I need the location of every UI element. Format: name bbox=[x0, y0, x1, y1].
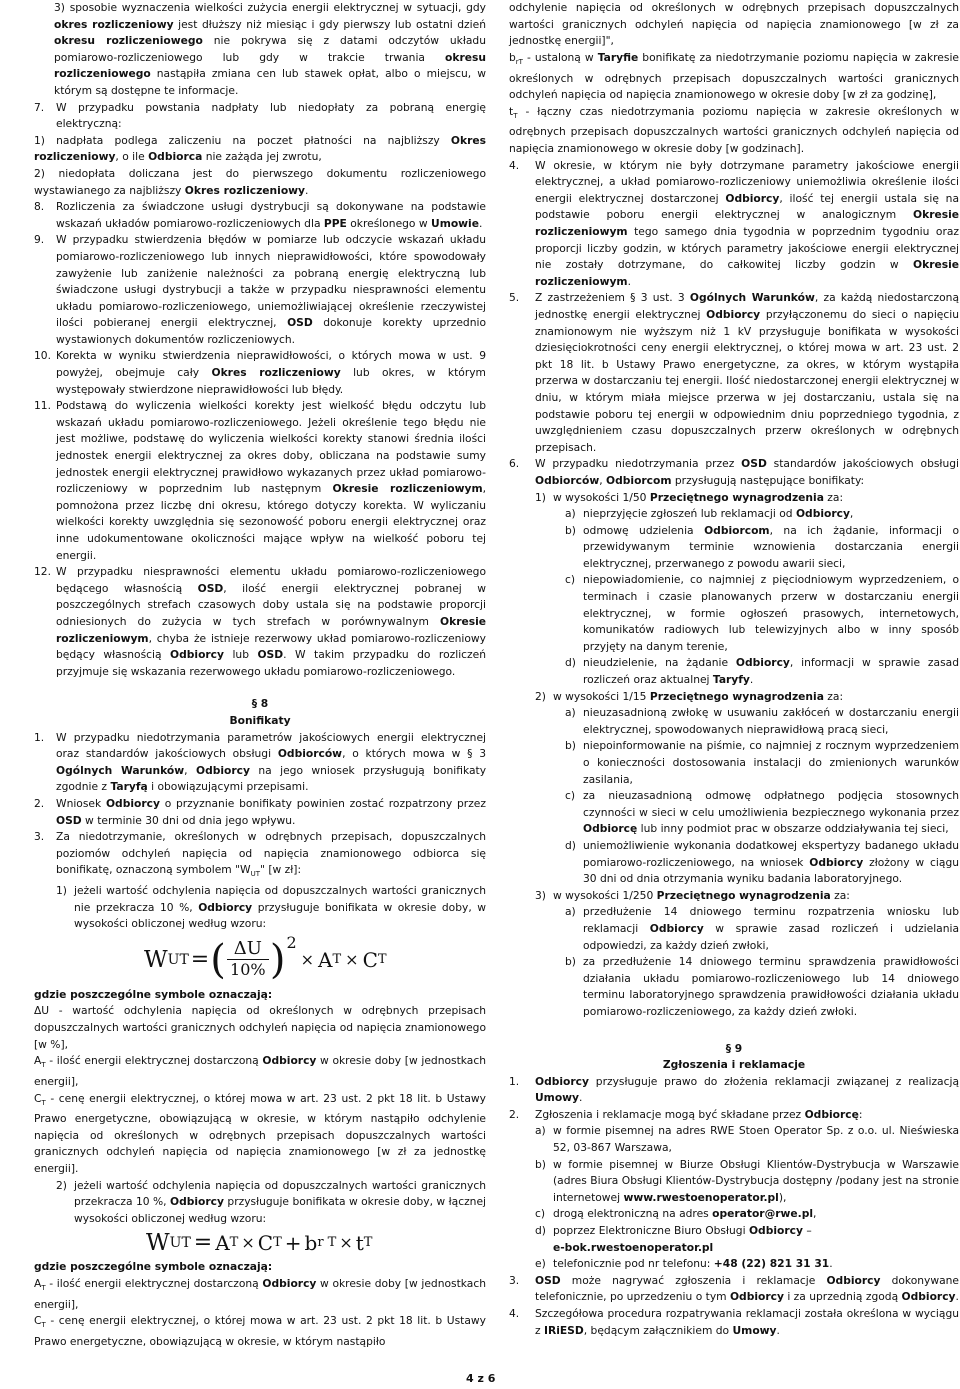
paragraph-7-item-2: 2) niedopłata doliczana jest do pierwszego dokumentu rozliczeniowego wystawianego za najbliższy Okres rozliczeniowy. bbox=[34, 166, 486, 197]
bonus-5: 5. Z zastrzeżeniem § 3 ust. 3 Ogólnych Warunków, za każdą niedostarczoną jednostkę energii elektrycznej Odbiorcy przyłączonemu do sieci o napięciu znamionowym nie wyższym niż 1 kV przysługuje bonifikata w wysokości dziesięciokrotności ceny energii elektrycznej, o której mowa w art. 23 ust. 2 pkt 18 lit. b Ustawy Prawo energetyczne, za okres, w którym wystąpiła przerwa w dostarczaniu tej energii. Ilość niedostarczonej energii elektrycznej w dniu, w którym miała miejsce przerwa w jej dostarczaniu, ustala się na podstawie poboru tej energii w odpowiednim dniu poprzedniego tygodnia, z uwzględnieniem czasu dopuszczalnych przerw określonych w odrębnych przepisach. bbox=[509, 291, 960, 454]
list-item: 3) sposobie wyznaczenia wielkości zużycia energii elektrycznej w sytuacji, gdy okres rozliczeniowy jest dłuższy niż miesiąc i gdy pierwszy lub ostatni dzień okresu rozliczeniowego nie pokrywa się z datami odczytów układu pomiarowo-rozliczeniowego lub gdy w trakcie trwania okresu rozliczeniowego nastąpiła zmiana cen lub stawek opłat, albo o miejscu, w którym są dostępne te informacje. bbox=[54, 1, 486, 97]
bonus-2: 2. Wniosek Odbiorcy o przyznanie bonifikaty powinien zostać rozpatrzony przez OSD w terminie 30 dni od dnia jego wpływu. bbox=[34, 796, 486, 827]
section-9-number: § 9 bbox=[725, 1041, 743, 1055]
complaint-2-e: e) telefonicznie pod nr telefonu: +48 (22) 821 31 31. bbox=[535, 1257, 833, 1271]
bonus-6-2-d: d) uniemożliwienie wykonania dodatkowej ekspertyzy badanego układu pomiarowo-rozliczeniowego, na wniosek Odbiorcy złożony w ciągu 30 dni od dnia otrzymania wyniku badania laboratoryjnego. bbox=[565, 838, 959, 886]
bonus-6-2-b: b) niepoinformowanie na piśmie, co najmniej z rocznym wyprzedzeniem o konieczności dostosowania instalacji do zmienionych warunków zasilania, bbox=[565, 739, 959, 786]
bonus-6-1-c: c) niepowiadomienie, co najmniej z pięciodniowym wyprzedzeniem, o terminach i czasie planowanych przerw w dostarczaniu energii elektrycznej, w formie ogłoszeń prasowych, internetowych, komunikatów radiowych lub telewizyjnych albo w inny sposób przyjęty na danym terenie, bbox=[565, 573, 959, 653]
complaint-1: 1. Odbiorcy przysługuje prawo do złożenia reklamacji związanej z realizacją Umowy. bbox=[509, 1074, 959, 1105]
complaint-2-b: b) w formie pisemnej w Biurze Obsługi Klientów-Dystrybucja w Warszawie (adres Biura Obsługi Klientów-Dystrybucja dostępny /podany jest na stronie internetowej www.rwestoenoperator.pl), bbox=[535, 1157, 959, 1204]
section-9-title: Zgłoszenia i reklamacje bbox=[662, 1058, 806, 1072]
symbol-tt: $t_T$ - łączny czas niedotrzymania poziomu napięcia w zakresie określonych w odrębnych przepisach dopuszczalnych wartości granicznych odchyleń napięcia od napięcia znamionowego w okresie doby [w godzinach]. bbox=[509, 104, 959, 156]
symbols-title-1: gdzie poszczególne symbole oznaczają: bbox=[34, 987, 273, 1001]
symbol-brt: $b_{rT}$ - ustaloną w Taryfie bonifikatę za niedotrzymanie poziomu napięcia w zakresie określonych w odrębnych przepisach dopuszczalnych wartości granicznych odchyleń napięcia od napięcia znamionowego w okresie doby [w zł za godzinę], bbox=[509, 50, 959, 102]
bonus-6-3-a: a) przedłużenie 14 dniowego terminu rozpatrzenia wniosku lub reklamacji Odbiorcy w sprawie zasad rozliczeń i udzielania odpowiedzi, za każdy dzień zwłoki, bbox=[565, 905, 960, 952]
bonus-6-3-b: b) za przedłużenie 14 dniowego terminu sprawdzenia prawidłowości działania układu pomiarowo-rozliczeniowego lub 14 dniowego terminu laboratoryjnego sprawdzenia prawidłowości działania układu pomiarowo-rozliczeniowego, za każdy dzień zwłoki. bbox=[565, 955, 959, 1018]
symbols-title-2: gdzie poszczególne symbole oznaczają: bbox=[34, 1260, 273, 1274]
bonus-6-1-d: d) nieudzielenie, na żądanie Odbiorcy, informacji w sprawie zasad rozliczeń oraz aktualnej Taryfy. bbox=[565, 656, 959, 687]
paragraph-8: 8. Rozliczenia za świadczone usługi dystrybucji są dokonywane na podstawie wskazań układów pomiarowo-rozliczeniowych dla PPE określonego w Umowie. bbox=[34, 200, 486, 230]
paragraph-12: 12. W przypadku niesprawności elementu układu pomiarowo-rozliczeniowego będącego własnością OSD, ilość energii elektrycznej pobranej w poszczególnych strefach czasowych doby ustala się na podstawie proporcji odniesionych do zużycia w tych strefach w porównywalnym Okresie rozliczeniowym, chyba że istnieje rezerwowy układ pomiarowo-rozliczeniowy będący własnością Odbiorcy lub OSD. W takim przypadku do rozliczeń przyjmuje się wskazania rezerwowego układu pomiarowo-rozliczeniowego. bbox=[34, 565, 487, 678]
complaint-2-d: d) poprzez Elektroniczne Biuro Obsługi Odbiorcy – e-bok.rwestoenoperator.pl bbox=[535, 1224, 812, 1254]
bonus-6-1-a: a) nieprzyjęcie zgłoszeń lub reklamacji od Odbiorcy, bbox=[565, 507, 854, 521]
right-column bbox=[509, 0, 959, 1339]
complaint-3: 3. OSD może nagrywać zgłoszenia i reklamacje Odbiorcy dokonywane telefonicznie, po uprzedzeniu o tym Odbiorcy i za uprzednią zgodą Odbiorcy. bbox=[509, 1273, 959, 1304]
bonus-6-2-a: a) nieuzasadnioną zwłokę w usuwaniu zakłóceń w dostarczaniu energii elektrycznej, spowodowanych nieprawidłową pracą sieci, bbox=[565, 706, 959, 736]
complaint-2: 2. Zgłoszenia i reklamacje mogą być składane przez Odbiorcę: bbox=[509, 1107, 863, 1121]
bonus-4: 4. W okresie, w którym nie były dotrzymane parametry jakościowe energii elektrycznej, a układ pomiarowo-rozliczeniowy uniemożliwia określenie ilości energii elektrycznej dostarczonej Odbiorcy, ilość tej energii ustala się na podstawie poboru energii elektrycznej w analogicznym Okresie rozliczeniowym tego samego dnia tygodnia w poprzednim tygodniu oraz proporcji liczby godzin, w których parametry jakościowe energii elektrycznej nie zostały dotrzymane, do całkowitej liczby godzin w Okresie rozliczeniowym. bbox=[509, 158, 960, 288]
paragraph-10: 10. Korekta w wyniku stwierdzenia nieprawidłowości, o których mowa w ust. 9 powyżej, obejmuje cały Okres rozliczeniowy lub okres, w którym występowały stwierdzone nieprawidłowości lub błędy. bbox=[34, 349, 486, 396]
symbol-ct: $C_T$ - cenę energii elektrycznej, o której mowa w art. 23 ust. 2 pkt 18 lit. b Ustawy Prawo energetyczne, obowiązującą w okresie, w którym nastąpiło odchylenie napięcia od określonych w odrębnych przepisach dopuszczalnych wartości granicznych odchyleń napięcia od napięcia znamionowego [w zł za jednostkę energii]. bbox=[34, 1091, 486, 1176]
paragraph-7: 7. W przypadku powstania nadpłaty lub niedopłaty za pobraną energię elektryczną: bbox=[34, 100, 486, 131]
paragraph-7-item-1: 1) nadpłata podlega zaliczeniu na poczet płatności na najbliższy Okres rozliczeniowy, o ile Odbiorca nie zażąda jej zwrotu, bbox=[34, 133, 486, 164]
website-link[interactable]: www.rwestoenoperator.pl bbox=[623, 1190, 779, 1204]
complaint-4: 4. Szczegółowa procedura rozpatrywania reklamacji została określona w wyciągu z IRiESD, będącym załącznikiem do Umowy. bbox=[509, 1307, 959, 1337]
phone-number[interactable]: +48 (22) 821 31 31 bbox=[713, 1257, 830, 1271]
symbol-intro-continued: odchylenie napięcia od określonych w odrębnych przepisach dopuszczalnych wartości granicznych odchyleń napięcia od napięcia znamionowego [w zł za jednostkę energii]", bbox=[509, 1, 959, 48]
bonus-6-1-b: b) odmowę udzielenia Odbiorcom, na ich żądanie, informacji o przewidywanym terminie wznowienia dostarczania energii elektrycznej, przerwanego z powodu awarii sieci, bbox=[565, 523, 959, 570]
bonus-1: 1. W przypadku niedotrzymania parametrów jakościowych energii elektrycznej oraz standardów jakościowych obsługi Odbiorców, o których mowa w § 3 Ogólnych Warunków, Odbiorcy na jego wniosek przysługują bonifikaty zgodnie z Taryfą i obowiązującymi przepisami. bbox=[34, 730, 487, 794]
paragraph-9: 9. W przypadku stwierdzenia błędów w pomiarze lub odczycie wskazań układu pomiarowo-rozliczeniowego lub innych nieprawidłowości, które spowodowały zawyżenie lub zaniżenie należności za pobraną energię elektryczną lub świadczone usługi dystrybucji a także w przypadku niesprawności elementu układu pomiarowo-rozliczeniowego, uniemożliwiającej określenie rzeczywistej ilości pobieranej energii elektrycznej, OSD dokonuje korekty uprzednio wystawionych dokumentów rozliczeniowych. bbox=[34, 233, 486, 346]
ebok-link[interactable]: e-bok.rwestoenoperator.pl bbox=[553, 1240, 714, 1254]
symbol-at: $A_T$ - ilość energii elektrycznej dostarczoną Odbiorcy w okresie doby [w jednostkach energii], bbox=[34, 1054, 486, 1088]
bonus-6-item-1: 1) w wysokości 1/50 Przeciętnego wynagrodzenia za: bbox=[535, 490, 844, 504]
section-8-number: § 8 bbox=[251, 697, 269, 711]
paragraph-11: 11. Podstawą do wyliczenia wielkości korekty jest wielkość błędu odczytu lub wskazań układu pomiarowo-rozliczeniowego. Jeżeli określenie tego błędu nie jest możliwe, podstawę do wyliczenia wielkości korekty stanowi średnia ilości jednostek energii elektrycznej za okres doby, obliczana na podstawie sumy jednostek energii elektrycznej prawidłowo wykazanych przez układ pomiarowo-rozliczeniowy w poprzednim lub następnym Okresie rozliczeniowym, pomnożona przez liczbę dni okresu, którego dotyczy korekta. W wyliczaniu wielkości korekty uwzględnia się sezonowość poboru energii elektrycznej oraz inne udokumentowane okoliczności mające wpływ na wielkość poboru tej energii. bbox=[34, 399, 487, 562]
symbol-at-2: $A_T$ - ilość energii elektrycznej dostarczoną Odbiorcy w okresie doby [w jednostkach energii], bbox=[34, 1276, 486, 1311]
bonus-6-item-2: 2) w wysokości 1/15 Przeciętnego wynagrodzenia za: bbox=[535, 689, 844, 703]
bonus-3: 3. Za niedotrzymanie, określonych w odrębnych przepisach, dopuszczalnych poziomów odchyleń napięcia od napięcia znamionowego odbiorca się bonifikatę, oznaczoną symbolem "$W_{UT}$" [w zł]: bbox=[34, 830, 486, 879]
bonus-3-item-2: 2) jeżeli wartość odchylenia napięcia od dopuszczalnych wartości granicznych przekracza 10 %, Odbiorcy przysługuje bonifikata w okresie doby, w łącznej wysokości obliczonej według wzoru: bbox=[56, 1178, 486, 1225]
left-column bbox=[34, 0, 486, 1351]
email-link[interactable]: operator@rwe.pl bbox=[712, 1207, 814, 1221]
bonus-6-item-3: 3) w wysokości 1/250 Przeciętnego wynagrodzenia za: bbox=[535, 888, 850, 902]
complaint-2-a: a) w formie pisemnej na adres RWE Stoen Operator Sp. z o.o. ul. Nieświeska 52, 03-867 Warszawa, bbox=[535, 1124, 959, 1155]
symbol-du: ΔU - wartość odchylenia napięcia od określonych w odrębnych przepisach dopuszczalnych wartości granicznych odchyleń napięcia od napięcia znamionowego [w %], bbox=[34, 1004, 486, 1051]
formula-2: W UT = A T × C T + b r T × t T bbox=[146, 1230, 373, 1257]
bonus-3-item-1: 1) jeżeli wartość odchylenia napięcia od dopuszczalnych wartości granicznych nie przekracza 10 %, Odbiorcy przysługuje bonifikata w okresie doby, w wysokości obliczonej według wzoru: bbox=[56, 884, 486, 931]
complaint-2-c: c) drogą elektroniczną na adres operator@rwe.pl, bbox=[535, 1207, 817, 1221]
page-number: 4 z 6 bbox=[466, 1372, 496, 1385]
section-8-title: Bonifikaty bbox=[229, 713, 291, 727]
formula-1: W UT = ( ΔU 10% ) 2 × A T × C T bbox=[144, 932, 387, 983]
bonus-6-2-c: c) za nieuzasadnioną odmowę odpłatnego podjęcia stosownych czynności w sieci w celu umożliwienia bezpiecznego wykonania przez Odbiorcę lub inny podmiot prac w obszarze oddziaływania tej sieci, bbox=[565, 789, 959, 836]
bonus-6: 6. W przypadku niedotrzymania przez OSD standardów jakościowych obsługi Odbiorców, Odbiorcom przysługują następujące bonifikaty: bbox=[509, 457, 959, 487]
symbol-ct-2: $C_T$ - cenę energii elektrycznej, o której mowa w art. 23 ust. 2 pkt 18 lit. b Ustawy Prawo energetyczne, obowiązującą w okresie, w którym nastąpiło bbox=[34, 1314, 486, 1349]
